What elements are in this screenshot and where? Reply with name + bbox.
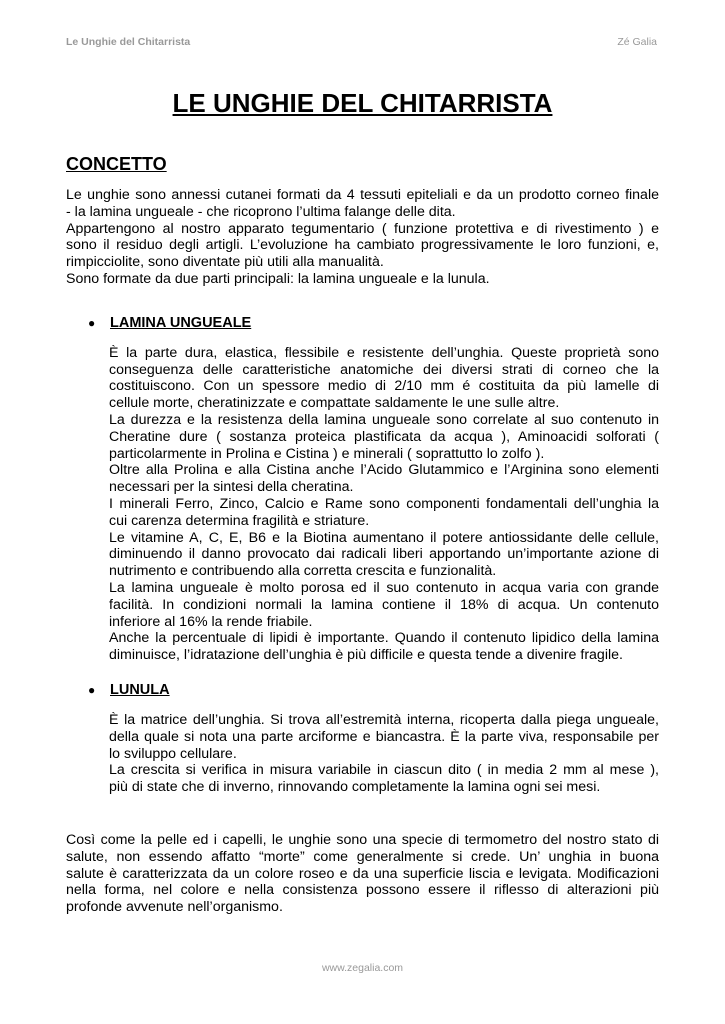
text-line: È la matrice dell’unghia. Si trova all’estremità interna, ricoperta dalla piega ungueale, (109, 711, 659, 728)
text-line: inferiore al 16% la rende friabile. (109, 613, 313, 630)
text-line: È la parte dura, elastica, flessibile e resistente dell’unghia. Queste proprietà sono (109, 344, 659, 361)
text-line: La lamina ungueale è molto porosa ed il suo contenuto in acqua varia con grande (109, 579, 659, 596)
text-line: salute, non essendo affatto “morte” come generalmente si crede. Un’ unghia in buona (66, 848, 659, 865)
text-line: La durezza e la resistenza della lamina ungueale sono correlate al suo contenuto in (109, 411, 659, 428)
text-line: Le vitamine A, C, E, B6 e la Biotina aumentano il potere antiossidante delle cellule, (109, 529, 659, 546)
text-line: facilità. In condizioni normali la lamina contiene il 18% di acqua. Un contenuto (109, 596, 659, 613)
bullet-lamina-ungueale (66, 314, 659, 332)
text-line: - la lamina ungueale - che ricoprono l’ultima falange delle dita. (66, 203, 456, 220)
text-line: Sono formate da due parti principali: la lamina ungueale e la lunula. (66, 270, 490, 287)
section-heading-concetto: CONCETTO (66, 154, 167, 174)
page-title: LE UNGHIE DEL CHITARRISTA (172, 88, 553, 118)
text-line: cui carenza determina fragilità e striature. (109, 512, 370, 529)
bullet-lunula (66, 681, 659, 699)
text-line: sono il residuo degli artigli. L’evoluzione ha cambiato progressivamente le loro funzioni, e, (66, 237, 659, 254)
text-line: nella forma, nel colore e nella consistenza possono essere il riflesso di alterazioni più (66, 882, 659, 899)
text-line: della quale si nota una parte arciforme e biancastra. È la parte viva, responsabile per (109, 728, 659, 745)
bullet-icon: ● (88, 315, 96, 330)
text-line: particolarmente in Prolina e Cistina ) e minerali ( soprattutto lo zolfo ). (109, 445, 545, 462)
bullet-icon: ● (88, 682, 96, 697)
text-line: Anche la percentuale di lipidi è importante. Quando il contenuto lipidico della lamina (109, 630, 659, 647)
text-line: profonde avvenute nell’organismo. (66, 899, 283, 916)
header-document-title: Le Unghie del Chitarrista (66, 36, 191, 48)
text-line: I minerali Ferro, Zinco, Calcio e Rame sono componenti fondamentali dell’unghia la (109, 495, 659, 512)
text-line: cellule morte, cheratinizzate e compattate saldamente le une sulle altre. (109, 395, 560, 412)
text-line: salute è caratterizzata da un colore roseo e da una superficie liscia e levigata. Modificazioni (66, 865, 659, 882)
text-line: diminuisce, l’idratazione dell’unghia è più difficile e questa tende a divenire fragile. (109, 647, 623, 664)
text-line: Cheratine dure ( sostanza proteica plastificata da acqua ), Aminoacidi solforati ( (109, 428, 659, 445)
text-line: conseguenza delle caratteristiche anatomiche dei diversi strati di corneo che la (109, 361, 659, 378)
document-body (66, 153, 659, 916)
bullet-heading-lamina: LAMINA UNGUEALE (110, 314, 252, 331)
text-line: Così come la pelle ed i capelli, le unghie sono una specie di termometro del nostro stato di (66, 831, 659, 848)
text-line: Appartengono al nostro apparato tegumentario ( funzione protettiva e di rivestimento ) e (66, 220, 659, 237)
text-line: diminuendo il danno provocato dai radicali liberi apportando un’importante azione di (109, 546, 659, 563)
text-line: nutrimento e contribuendo alla corretta crescita e funzionalità. (109, 563, 497, 580)
text-line: rimpicciolite, sono diventate più utili alla manualità. (66, 254, 384, 271)
text-line: costituiscono. Con un spessore medio di 2/10 mm é costituita da più lamelle di (109, 378, 659, 395)
text-line: più di state che di inverno, rinnovando completamente la lamina ogni sei mesi. (109, 779, 601, 796)
text-line: La crescita si verifica in misura variabile in ciascun dito ( in media 2 mm al mese ), (109, 762, 659, 779)
lunula-paragraph (66, 712, 659, 796)
footer-website: www.zegalia.com (321, 962, 404, 974)
lamina-paragraph (66, 345, 659, 664)
closing-paragraph (66, 832, 659, 916)
text-line: lo sviluppo cellulare. (109, 745, 237, 762)
text-line: Le unghie sono annessi cutanei formati da 4 tessuti epiteliali e da un prodotto corneo finale (66, 187, 659, 203)
text-line: Oltre alla Prolina e alla Cistina anche l’Acido Glutammico e l’Arginina sono elementi (109, 462, 659, 479)
header-author: Zé Galia (617, 36, 657, 48)
bullet-heading-lunula: LUNULA (110, 681, 170, 698)
concetto-paragraph (66, 187, 659, 288)
text-line: necessari per la sintesi della cheratina. (109, 479, 354, 496)
